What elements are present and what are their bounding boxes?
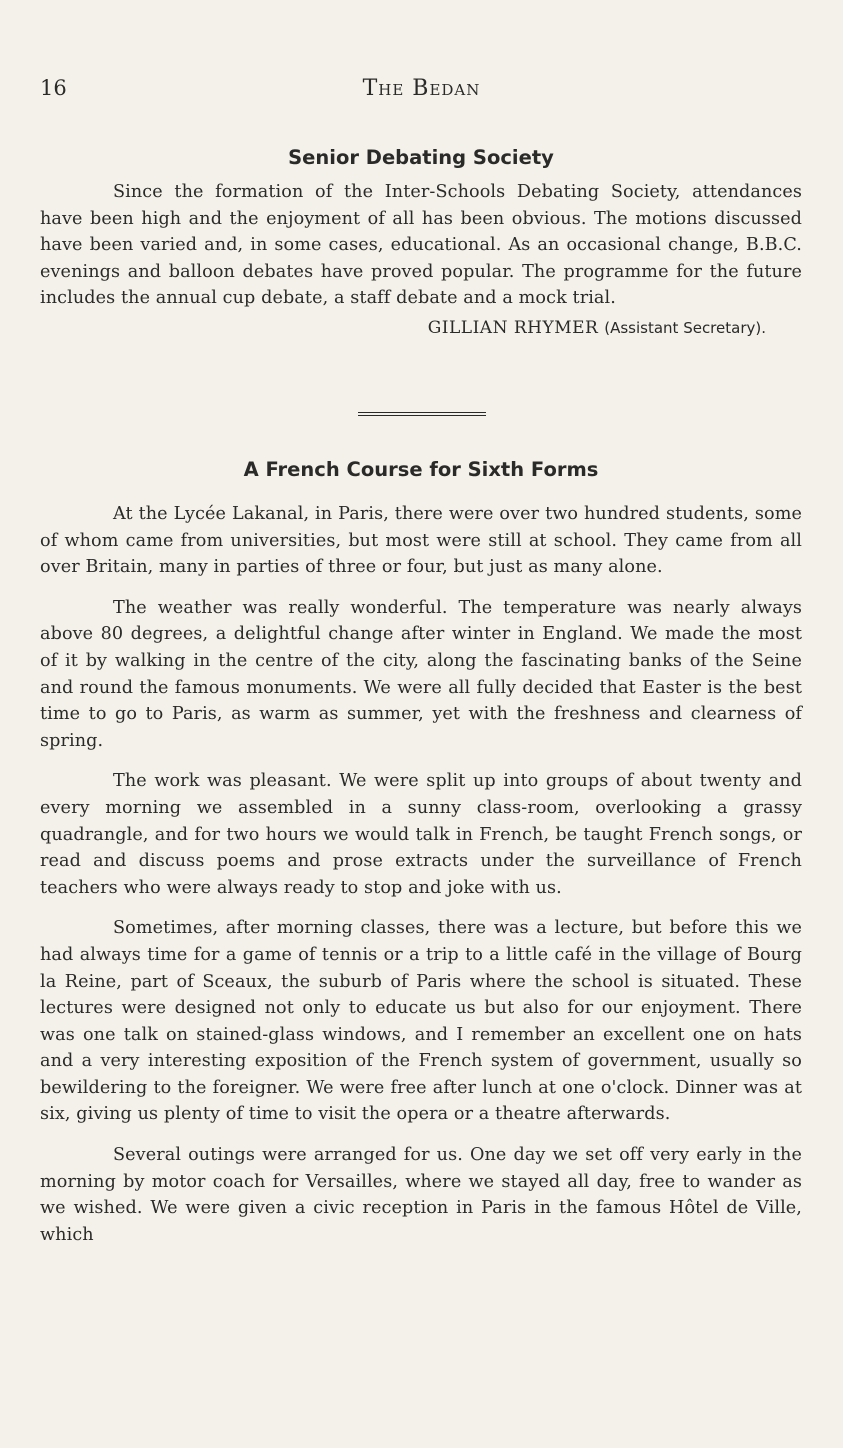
signature [40,318,802,338]
article-paragraph: Several outings were arranged for us. One day we set off very early in the morning by motor coach for Versailles, where we stayed all day, free to wander as we wished. We were given a civic reception in Paris in the famous Hôtel de Ville, which [40,1145,802,1245]
french-course-article [40,458,802,1248]
signature-role: (Assistant Secretary). [604,318,766,337]
page-number: 16 [40,76,67,100]
section-divider [358,412,486,416]
senior-debating-society-article [40,146,802,338]
article-paragraph: Since the formation of the Inter-Schools Debating Society, attendances have been high and the enjoyment of all has been obvious. The motions discussed have been varied and, in some cases, educational. As an occasional change, B.B.C. evenings and balloon debates have proved popular. The programme for the future includes the annual cup debate, a staff debate and a mock trial. [40,182,802,309]
signature-name: GILLIAN RHYMER [427,317,599,338]
article-paragraph: At the Lycée Lakanal, in Paris, there were over two hundred students, some of whom came from universities, but most were still at school. They came from all over Britain, many in parties of three or four, but just as many alone. [40,504,802,578]
article-heading: A French Course for Sixth Forms [243,458,599,481]
journal-title: The Bedan [362,76,481,101]
article-paragraph: Sometimes, after morning classes, there was a lecture, but before this we had always time for a game of tennis or a trip to a little café in the village of Bourg la Reine, part of Sceaux, the suburb of Paris where the school is situated. These lectures were designed not only to educate us but also for our enjoyment. There was one talk on stained-glass windows, and I remember an excellent one on hats and a very interesting exposition of the French system of government, usually so bewildering to the foreigner. We were free after lunch at one o'clock. Dinner was at six, giving us plenty of time to visit the opera or a theatre afterwards. [40,918,802,1125]
article-paragraph: The weather was really wonderful. The temperature was nearly always above 80 degrees, a delightful change after winter in England. We made the most of it by walking in the centre of the city, along the fascinating banks of the Seine and round the famous monuments. We were all fully decided that Easter is the best time to go to Paris, as warm as summer, yet with the freshness and clearness of spring. [40,597,802,751]
running-head [40,76,803,106]
article-heading: Senior Debating Society [288,146,554,169]
article-paragraph: The work was pleasant. We were split up into groups of about twenty and every morning we assembled in a sunny class-room, overlooking a grassy quadrangle, and for two hours we would talk in French, be taught French songs, or read and discuss poems and prose extracts under the surveillance of French teachers who were always ready to stop and joke with us. [40,771,802,898]
